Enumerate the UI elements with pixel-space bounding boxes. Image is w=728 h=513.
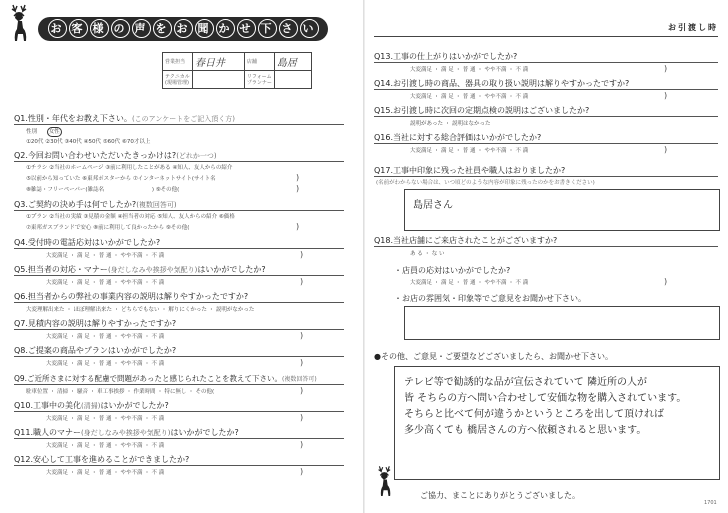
rule [14, 248, 344, 249]
rule [374, 246, 718, 247]
q6-text: Q6.担当者からの弊社の事業内容の説明は解りやすかったですか? [14, 292, 249, 301]
q6-scale[interactable]: 大変理解出来た ・ ほぼ理解出来た ・ どちらでもない ・ 解りにくかった ・ 説明がなかった [26, 307, 255, 313]
title-char: 声 [132, 19, 151, 38]
q5-note: (身だしなみや挨拶や気配り) [107, 266, 198, 274]
rule [374, 62, 718, 63]
rule [14, 124, 344, 125]
q17-answer: 島居さん [413, 200, 453, 211]
rule [14, 210, 344, 211]
gender-value[interactable]: 女性 [48, 129, 60, 135]
q14-text: Q14.お引渡し時の商品、器具の取り扱い説明は解りやすかったですか? [374, 79, 630, 88]
comment-line-3: そちらと比べて何が違うかというところを出して頂ければ [404, 409, 664, 420]
q2-opt3a: ⑧雑誌・フリーペーパー(雑誌名 [26, 187, 105, 193]
q3-text: Q3.ご契約の決め手は何でしたか? [14, 200, 137, 209]
sales-name-value: 春日井 [195, 58, 225, 69]
q14-scale[interactable]: 大変満足 ・ 満 足 ・ 普 通 ・ やや不満 ・ 不 満 [410, 94, 529, 100]
q11-note: (身だしなみや挨拶や気配り) [81, 429, 171, 437]
close-paren: ) [296, 173, 300, 182]
q10-note: (清掃) [81, 402, 101, 410]
q9-note: (複数回答可) [281, 376, 317, 383]
close-paren: ) [300, 331, 304, 340]
rule [374, 116, 718, 117]
store-label: 店舗 [244, 53, 274, 71]
rule [14, 329, 344, 330]
title-char: さ [279, 19, 298, 38]
close-paren: ) [300, 358, 304, 367]
close-paren: ) [664, 277, 668, 286]
survey-title [38, 17, 328, 41]
page-number: 1701 [704, 500, 717, 506]
q2-options-1[interactable]: ①チラシ ②当社のホームページ ③前に利用したことがある ④知人、友人からの紹介 [26, 165, 233, 171]
q18-sub2: ・お店の雰囲気・印象等でご意見をお聞かせ下さい。 [394, 294, 586, 303]
comment-line-1: テレビ等で勧誘的な品が宣伝されていて 隣近所の人が [404, 377, 647, 388]
q2-opt3b: ) ⑨その他( [151, 187, 180, 193]
q16-scale[interactable]: 大変満足 ・ 満 足 ・ 普 通 ・ やや不満 ・ 不 満 [410, 148, 529, 154]
q18-scale[interactable]: あ る ・ な い [410, 251, 445, 257]
title-char: お [48, 19, 67, 38]
q7-text: Q7.見積内容の説明は解りやすかったですか? [14, 319, 177, 328]
rule [374, 143, 718, 144]
q5 [14, 265, 266, 275]
q10-text2: はいかがでしたか? [100, 401, 169, 410]
tech-name[interactable] [193, 71, 245, 89]
close-paren: ) [300, 467, 304, 476]
q4-text: Q4.受付時の電話応対はいかがでしたか? [14, 238, 161, 247]
q11 [14, 428, 239, 438]
reform-name[interactable] [274, 71, 311, 89]
title-char: い [300, 19, 319, 38]
q1-note: (このアンケートをご記入頂く方) [131, 115, 235, 123]
close-paren: ) [300, 440, 304, 449]
deer-logo-icon [4, 3, 38, 45]
close-paren: ) [664, 145, 668, 154]
comments-heading: ●その他、ご意見・ご要望などございましたら、お聞かせ下さい。 [374, 352, 613, 361]
q16-text: Q16.当社に対する総合評価はいかがでしたか? [374, 133, 542, 142]
q3-options-1[interactable]: ①プラン ②当社の実績 ③見積の金額 ④担当者の対応 ⑤知人、友人からの紹介 ⑥価格 [26, 214, 235, 220]
rule [14, 438, 344, 439]
title-char: せ [237, 19, 256, 38]
delivery-section-title: お引渡し時 [668, 23, 718, 32]
q2 [14, 151, 217, 161]
q3-options-2[interactable]: ⑦東邦ガスブランドで安心 ⑧前に利用して良かったから ⑨その他( [26, 225, 190, 231]
staff-header-table [162, 52, 312, 89]
q11-text: Q11.職人のマナー [14, 428, 82, 437]
q5-scale[interactable]: 大変満足 ・ 満 足 ・ 普 通 ・ やや不満 ・ 不 満 [46, 280, 165, 286]
title-char: 聞 [195, 19, 214, 38]
q2-note: (どれか一つ) [176, 152, 217, 160]
q10-text: Q10.工事中の美化 [14, 401, 82, 410]
sales-name[interactable] [193, 53, 245, 71]
rule [14, 465, 344, 466]
q8-scale[interactable]: 大変満足 ・ 満 足 ・ 普 通 ・ やや不満 ・ 不 満 [46, 361, 165, 367]
q1 [14, 114, 235, 124]
close-paren: ) [664, 91, 668, 100]
title-char: 客 [69, 19, 88, 38]
rule [14, 411, 344, 412]
rule [374, 89, 718, 90]
q8-text: Q8.ご提案の商品やプランはいかがでしたか? [14, 346, 177, 355]
q1-age-options[interactable]: ①20代 ②30代 ③40代 ④50代 ⑤60代 ⑥70才以上 [26, 139, 151, 145]
q2-options-3[interactable] [26, 186, 179, 194]
q15-scale[interactable]: 説明があった ・ 説明はなかった [410, 121, 491, 127]
q1-gender [26, 127, 62, 137]
q11-text2: はいかがでしたか? [170, 428, 239, 437]
q17-answer-box[interactable] [404, 189, 720, 231]
q10 [14, 401, 169, 411]
close-paren: ) [300, 250, 304, 259]
q17-note: (名前がわからない場合は、いつ頃どのような内容が印象に残ったのかをお書きください) [376, 180, 595, 186]
close-paren: ) [300, 413, 304, 422]
gender-label: 性別 [26, 129, 38, 135]
q18-sub1-scale[interactable]: 大変満足 ・ 満 足 ・ 普 通 ・ やや不満 ・ 不 満 [410, 280, 529, 286]
q5-text: Q5.担当者の対応・マナー [14, 265, 108, 274]
rule [14, 161, 344, 162]
close-paren: ) [296, 222, 300, 231]
title-rule [374, 36, 718, 37]
comment-line-4: 多少高くても 橋居さんの方へ依頼されると思います。 [404, 425, 647, 436]
rule [14, 275, 344, 276]
q5-text2: はいかがでしたか? [197, 265, 266, 274]
q12-scale[interactable]: 大変満足 ・ 満 足 ・ 普 通 ・ やや不満 ・ 不 満 [46, 470, 165, 476]
q18-sub1: ・店員の応対はいかがでしたか? [394, 266, 511, 275]
q9-text: Q9.ご近所さまに対する配慮で問題があったと感じられたことを教えて下さい。 [14, 374, 282, 383]
store-name-value: 島居 [276, 58, 297, 69]
q3-note: (複数回答可) [136, 201, 177, 209]
close-paren: ) [664, 64, 668, 73]
q15-text: Q15.お引渡し時に次回の定期点検の説明はございましたか? [374, 106, 590, 115]
q9-options[interactable]: 駐車位置 ・ 清掃 ・ 騒音 ・ 車工事挨拶 ・ 作業時間 ・ 特に無し ・ その他( [26, 389, 215, 395]
title-char: の [111, 19, 130, 38]
close-paren: ) [300, 386, 304, 395]
q17-text: Q17.工事中印象に残った社員や職人はおりましたか? [374, 166, 566, 175]
rule [374, 176, 718, 177]
comment-line-2: 皆 そちらの方へ問い合わせして安価な物を購入されています。 [404, 393, 687, 404]
q3 [14, 200, 177, 210]
deer-logo-icon [372, 462, 400, 502]
q11-scale[interactable]: 大変満足 ・ 満 足 ・ 普 通 ・ やや不満 ・ 不 満 [46, 443, 165, 449]
rule [14, 384, 344, 385]
title-char: 下 [258, 19, 277, 38]
q1-text: Q1.性別・年代をお教え下さい。 [14, 114, 132, 123]
q2-options-2[interactable]: ⑤以前から知っていた ⑥東邦ポスターから ⑦インターネットサイト(サイト名 [26, 176, 216, 182]
q13-text: Q13.工事の仕上がりはいかがでしたか? [374, 52, 518, 61]
reform-label: リフォーム プランナー [244, 71, 274, 89]
q12-text: Q12.安心して工事を進めることができましたか? [14, 455, 190, 464]
q13-scale[interactable]: 大変満足 ・ 満 足 ・ 普 通 ・ やや不満 ・ 不 満 [410, 67, 529, 73]
title-char: を [153, 19, 172, 38]
q4-scale[interactable]: 大変満足 ・ 満 足 ・ 普 通 ・ やや不満 ・ 不 満 [46, 253, 165, 259]
close-paren: ) [296, 184, 300, 193]
rule [14, 356, 344, 357]
title-char: お [174, 19, 193, 38]
close-paren: ) [300, 277, 304, 286]
thanks-message: ご協力、まことにありがとうございました。 [420, 491, 580, 500]
title-char: 様 [90, 19, 109, 38]
q18-opinion-box[interactable] [404, 306, 720, 340]
sales-label: 営業担当 [163, 53, 193, 71]
q2-text: Q2.今回お問い合わせいただいたきっかけは? [14, 151, 177, 160]
title-char: か [216, 19, 235, 38]
q18-text: Q18.当社店舗にご来店されたことがございますか? [374, 236, 558, 245]
q10-scale[interactable]: 大変満足 ・ 満 足 ・ 普 通 ・ やや不満 ・ 不 満 [46, 416, 165, 422]
q7-scale[interactable]: 大変満足 ・ 満 足 ・ 普 通 ・ やや不満 ・ 不 満 [46, 334, 165, 340]
rule [14, 302, 344, 303]
tech-label: テクニカル (現場管理) [163, 71, 193, 89]
right-page [364, 0, 728, 513]
store-name[interactable] [274, 53, 311, 71]
